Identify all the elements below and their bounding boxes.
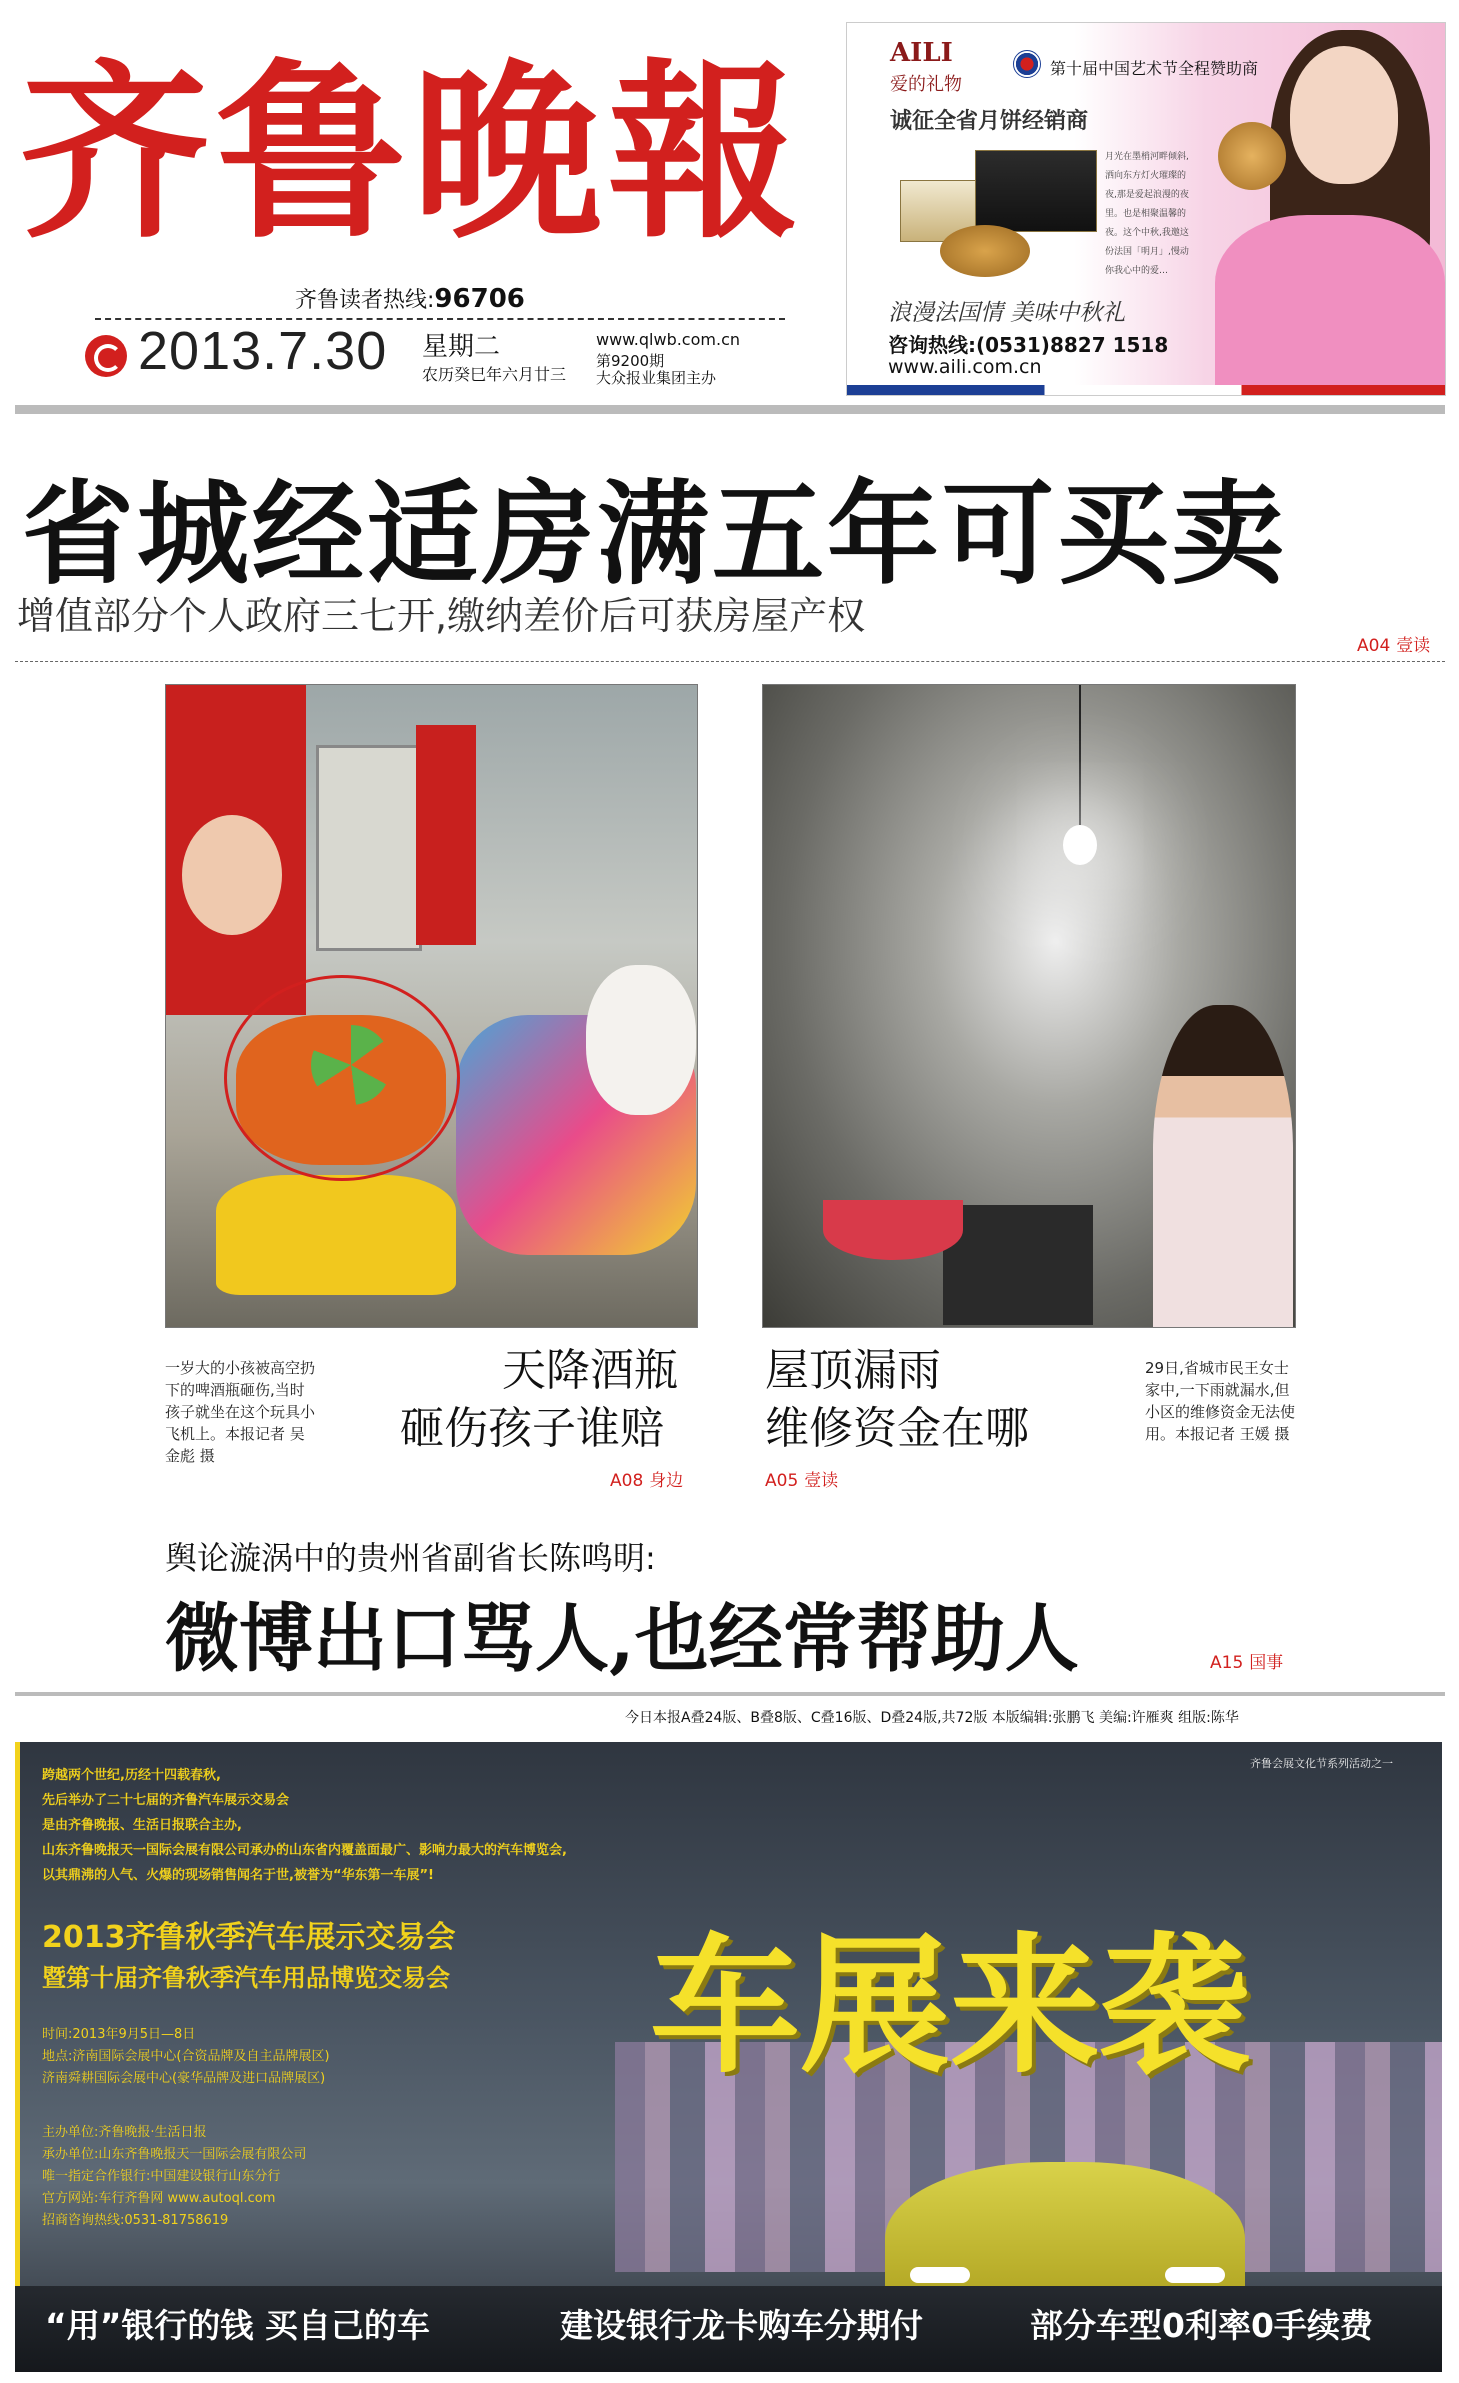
supermarket-sign (416, 725, 476, 945)
ad-detail-line: 济南舜耕国际会展中心(豪华品牌及进口品牌展区) (42, 2071, 326, 2086)
right-story-title-1[interactable]: 屋顶漏雨 (765, 1345, 941, 1396)
red-basin (823, 1200, 963, 1260)
lunar-date: 农历癸巳年六月廿三 (422, 365, 567, 384)
ad-flag-stripe (847, 385, 1445, 395)
issue-number: 第9200期 (596, 352, 665, 370)
quote-headline[interactable]: 微博出口骂人,也经常帮助人 (165, 1596, 1079, 1682)
ad-series-label: 齐鲁会展文化节系列活动之一 (1250, 1757, 1393, 1770)
yellow-toy-car (216, 1175, 456, 1295)
ad-intro-line: 以其鼎沸的人气、火爆的现场销售闻名于世,被誉为“华东第一车展”! (42, 1868, 434, 1883)
quote-pretitle: 舆论漩涡中的贵州省副省长陈鸣明: (165, 1539, 656, 1577)
ad-brand-sub: 爱的礼物 (890, 74, 962, 95)
ad-intro-line: 先后举办了二十七届的齐鲁汽车展示交易会 (42, 1793, 290, 1808)
lead-section: 壹读 (1396, 636, 1431, 656)
poster-face (182, 815, 282, 935)
headlight-right (1165, 2267, 1225, 2283)
ad-organizer-line: 主办单位:齐鲁晚报·生活日报 (42, 2125, 207, 2140)
ad-organizer-line[interactable]: 官方网站:车行齐鲁网 www.autoql.com (42, 2191, 276, 2206)
lead-divider (15, 661, 1445, 662)
headlight-left (910, 2267, 970, 2283)
ad-detail-line: 地点:济南国际会展中心(合资品牌及自主品牌展区) (42, 2049, 330, 2064)
ad-intro (42, 1763, 567, 1888)
publisher: 大众报业集团主办 (596, 369, 717, 387)
ad-poem: 月光在墨梢河畔倾斜,洒向东方灯火璀璨的夜,那是爱起浪漫的夜里。也是相聚温馨的夜。这个中秋,我邀这份法国「明月」,慢动你我心中的爱… (1105, 152, 1189, 276)
left-story-title-1[interactable]: 天降酒瓶 (502, 1345, 678, 1396)
right-page-number: A05 (765, 1471, 799, 1491)
ad-detail-line: 时间:2013年9月5日—8日 (42, 2027, 196, 2042)
ad-intro-line: 是由齐鲁晚报、生活日报联合主办, (42, 1818, 242, 1833)
mooncake-box-dark (975, 150, 1097, 232)
lamp-cord (1079, 685, 1081, 825)
ad-model-dress (1215, 215, 1445, 385)
highlight-circle (224, 975, 460, 1181)
ad-event-title: 2013齐鲁秋季汽车展示交易会 (42, 1920, 456, 1955)
ad-bottom-slogan-2: 建设银行龙卡购车分期付 (560, 2306, 923, 2345)
content-rule (15, 1692, 1445, 1696)
paper-logo-icon (85, 335, 127, 377)
ad-bottom-slogan-3: 部分车型0利率0手续费 (1030, 2306, 1373, 2345)
newspaper-masthead: 齐鲁晚報 (20, 41, 805, 264)
ad-mooncake-icon (1218, 122, 1286, 190)
leaking-roof-photo[interactable] (762, 684, 1296, 1328)
right-section: 壹读 (804, 1471, 839, 1491)
masthead-rule (15, 405, 1445, 414)
left-photo-caption: 一岁大的小孩被高空扔下的啤酒瓶砸伤,当时孩子就坐在这个玩具小飞机上。本报记者 吴金彪 摄 (165, 1359, 316, 1465)
ad-headline: 诚征全省月饼经销商 (890, 109, 1089, 134)
ad-intro-line: 山东齐鲁晚报天一国际会展有限公司承办的山东省内覆盖面最广、影响力最大的汽车博览会, (42, 1843, 567, 1858)
ad-model-face (1290, 46, 1398, 184)
hotline-number: 96706 (434, 284, 525, 314)
issue-date: 2013.7.30 (138, 321, 388, 381)
lead-subhead: 增值部分个人政府三七开,缴纳差价后可获房屋产权 (17, 594, 866, 638)
ad-slogan: 浪漫法国情 美味中秋礼 (888, 300, 1126, 326)
left-page-ref[interactable] (610, 1466, 683, 1491)
sheep-toy (586, 965, 696, 1115)
light-bulb-icon (1063, 825, 1097, 865)
ad-organizer-line: 承办单位:山东齐鲁晚报天一国际会展有限公司 (42, 2147, 307, 2162)
ad-organizer-line: 唯一指定合作银行:中国建设银行山东分行 (42, 2169, 281, 2184)
lead-headline[interactable]: 省城经适房满五年可买卖 (22, 469, 1287, 600)
ad-website[interactable]: www.aili.com.cn (888, 356, 1042, 378)
ad-phone: 咨询热线:(0531)8827 1518 (888, 333, 1169, 357)
weekday: 星期二 (422, 332, 501, 362)
ad-bottom-slogan-1: “用”银行的钱 买自己的车 (45, 2306, 430, 2345)
right-page-ref[interactable] (765, 1466, 838, 1491)
toy-car-photo[interactable] (165, 684, 698, 1328)
website-link[interactable]: www.qlwb.com.cn (596, 330, 740, 349)
ad-organizer-line: 招商咨询热线:0531-81758619 (42, 2213, 229, 2228)
hotline-label: 齐鲁读者热线: (295, 288, 435, 313)
ad-sponsor: 第十届中国艺术节全程赞助商 (1050, 59, 1259, 78)
quote-section: 国事 (1249, 1653, 1284, 1673)
ad-brand: AILI (890, 38, 953, 68)
ad-yellow-stripe (15, 1742, 20, 2372)
dish-rack (943, 1205, 1093, 1325)
ad-event-subtitle: 暨第十届齐鲁秋季汽车用品博览交易会 (42, 1964, 450, 1992)
ad-details (42, 2024, 330, 2090)
art-festival-logo-icon (1013, 50, 1041, 78)
ad-organizers (42, 2122, 306, 2232)
lead-page-number: A04 (1357, 636, 1391, 656)
ad-intro-line: 跨越两个世纪,历经十四载春秋, (42, 1768, 221, 1783)
shop-door (316, 745, 422, 951)
right-photo-caption: 29日,省城市民王女士家中,一下雨就漏水,但小区的维修资金无法使用。本报记者 王媛 摄 (1145, 1359, 1296, 1443)
right-story-title-2[interactable]: 维修资金在哪 (765, 1403, 1029, 1454)
reader-hotline (295, 283, 525, 314)
resident-figure (1153, 1005, 1293, 1327)
quote-page-number: A15 (1210, 1653, 1244, 1673)
left-story-title-2[interactable]: 砸伤孩子谁赔 (400, 1403, 664, 1454)
edition-info: 今日本报A叠24版、B叠8版、C叠16版、D叠24版,共72版 本版编辑:张鹏飞 美编:许雁爽 组版:陈华 (625, 1710, 1239, 1726)
left-page-number: A08 (610, 1471, 644, 1491)
lead-page-ref[interactable] (1357, 631, 1430, 656)
left-section: 身边 (649, 1471, 684, 1491)
ad-big-slogan: 车展来袭 (650, 1918, 1251, 2094)
mooncake-image (940, 225, 1030, 277)
quote-page-ref[interactable] (1210, 1648, 1283, 1673)
